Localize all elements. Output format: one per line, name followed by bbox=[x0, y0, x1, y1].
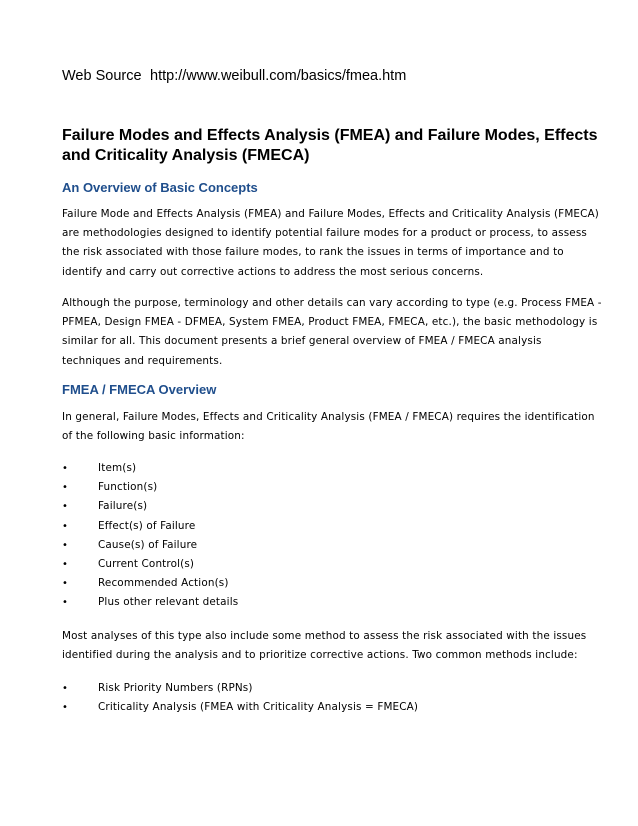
bullet-icon: • bbox=[62, 501, 69, 513]
web-source-label: Web Source bbox=[62, 68, 142, 84]
list-item-label: Effect(s) of Failure bbox=[98, 519, 196, 532]
basic-information-list bbox=[62, 459, 238, 613]
list-item-label: Item(s) bbox=[98, 462, 137, 474]
bullet-icon: • bbox=[62, 482, 69, 494]
list-item bbox=[62, 555, 238, 574]
risk-methods-list bbox=[62, 679, 418, 717]
bullet-icon: • bbox=[62, 578, 69, 590]
list-item-label: Risk Priority Numbers (RPNs) bbox=[98, 682, 253, 694]
risk-methods-paragraph: Most analyses of this type also include some method to assess the risk associated with the issues identified during the analysis and to prioritize corrective actions. Two common methods include: bbox=[62, 630, 587, 662]
list-item-label: Plus other relevant details bbox=[98, 596, 239, 609]
list-item bbox=[62, 698, 418, 717]
list-item bbox=[62, 459, 238, 478]
bullet-icon: • bbox=[62, 702, 69, 714]
bullet-icon: • bbox=[62, 558, 69, 570]
list-item bbox=[62, 536, 238, 555]
list-item-label: Criticality Analysis (FMEA with Criticality Analysis = FMECA) bbox=[98, 701, 419, 714]
bullet-icon: • bbox=[62, 463, 69, 474]
bullet-icon: • bbox=[62, 539, 69, 551]
list-item-label: Failure(s) bbox=[98, 500, 148, 513]
list-item-label: Recommended Action(s) bbox=[98, 577, 229, 590]
list-item-label: Function(s) bbox=[98, 481, 158, 494]
bullet-icon: • bbox=[62, 520, 69, 532]
bullet-icon: • bbox=[62, 597, 69, 609]
overview-paragraph-2: Although the purpose, terminology and other details can vary according to type (e.g. Process FMEA - PFMEA, Design FMEA - DFMEA, System FMEA, Product FMEA, FMECA, etc.), the basic methodology is similar for all. This document presents a brief general overview of FMEA / FMECA analysis techniques and requirements. bbox=[62, 297, 602, 367]
fmea-intro-paragraph: In general, Failure Modes, Effects and Criticality Analysis (FMEA / FMECA) requires the identification of the following basic information: bbox=[62, 411, 595, 443]
list-item bbox=[62, 517, 238, 536]
list-item bbox=[62, 593, 238, 612]
bullet-icon: • bbox=[62, 683, 69, 694]
list-item bbox=[62, 574, 238, 593]
list-item bbox=[62, 478, 238, 497]
web-source-url: http://www.weibull.com/basics/fmea.htm bbox=[150, 68, 407, 84]
list-item-label: Current Control(s) bbox=[98, 557, 195, 570]
list-item bbox=[62, 497, 238, 516]
overview-paragraph-1: Failure Mode and Effects Analysis (FMEA) and Failure Modes, Effects and Criticality Analysis (FMECA) are methodologies designed to identify potential failure modes for a product or process, to assess the risk associated with those failure modes, to rank the issues in terms of importance and to identify and carry out corrective actions to address the most serious concerns. bbox=[62, 208, 600, 278]
section-heading-fmea-overview: FMEA / FMECA Overview bbox=[62, 382, 217, 397]
list-item-label: Cause(s) of Failure bbox=[98, 538, 198, 551]
document-title: Failure Modes and Effects Analysis (FMEA) and Failure Modes, Effects and Criticality Analysis (FMECA) bbox=[62, 127, 598, 164]
section-heading-overview: An Overview of Basic Concepts bbox=[62, 180, 258, 195]
web-source-line bbox=[62, 68, 406, 84]
list-item bbox=[62, 679, 418, 698]
